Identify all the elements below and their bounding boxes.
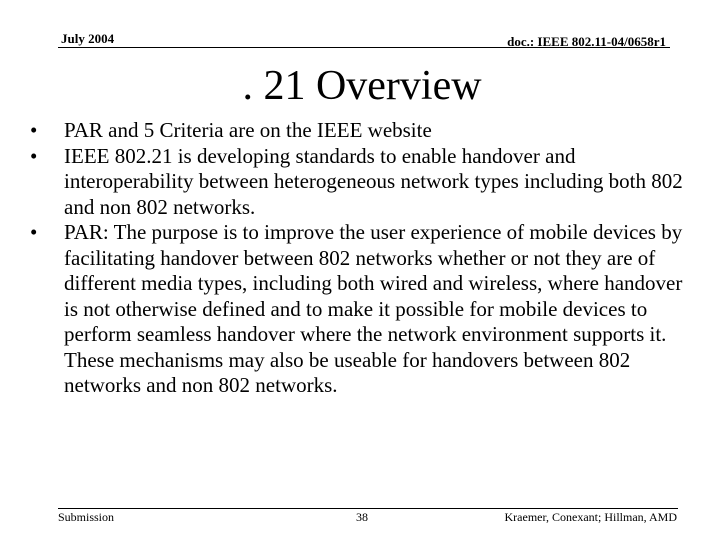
bullet-text: PAR and 5 Criteria are on the IEEE website — [64, 118, 432, 142]
header-doc-id: doc.: IEEE 802.11-04/0658r1 — [507, 34, 666, 49]
bullet-dot-icon: • — [30, 143, 38, 168]
bullet-list — [30, 118, 690, 399]
slide-title: . 21 Overview — [242, 63, 482, 109]
bullet-item — [30, 220, 690, 399]
header-divider — [58, 47, 670, 48]
footer-submission: Submission — [58, 510, 115, 524]
bullet-dot-icon: • — [30, 220, 38, 244]
bullet-text: IEEE 802.21 is developing standards to enable handover and interoperability between heterogeneous network types including both 802 and non 802 networks. — [64, 143, 683, 219]
footer-divider — [58, 508, 678, 509]
bullet-item — [30, 118, 690, 144]
header-date: July 2004 — [61, 31, 115, 46]
footer-authors: Kraemer, Conexant; Hillman, AMD — [504, 510, 677, 524]
bullet-text: PAR: The purpose is to improve the user experience of mobile devices by facilitating handover between 802 networks whether or not they are of different media types, including both wired and wireless, where handover is not otherwise defined and to make it possible for mobile devices to perform seamless handover where the network environment supports it. These mechanisms may also be useable for handovers between 802 networks and non 802 networks. — [64, 220, 683, 397]
footer-page-number: 38 — [356, 510, 368, 524]
bullet-item — [30, 144, 690, 221]
bullet-dot-icon: • — [30, 118, 38, 142]
